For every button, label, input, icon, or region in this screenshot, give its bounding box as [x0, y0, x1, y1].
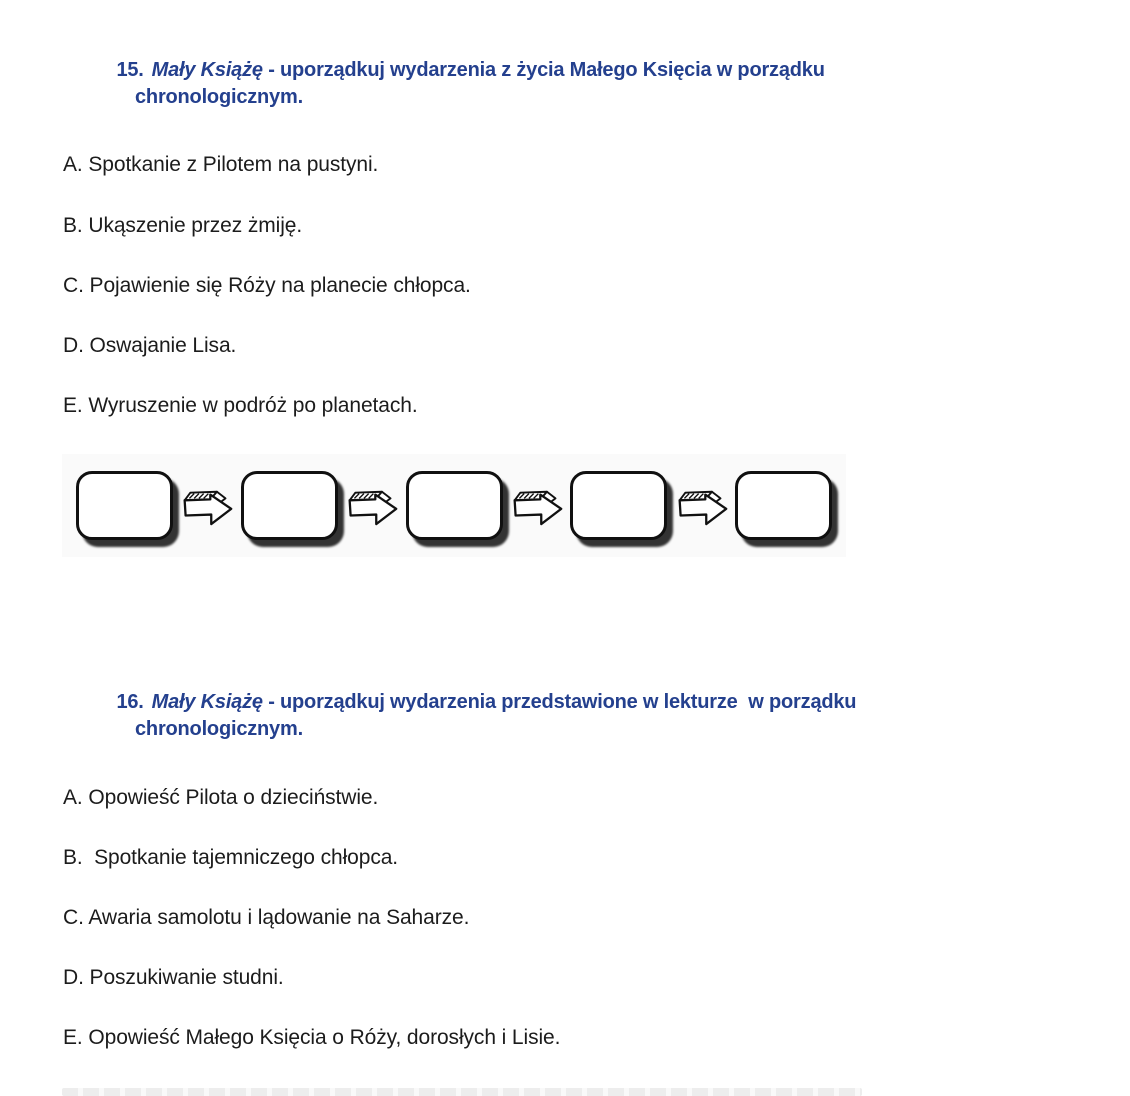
- arrow-right-icon: [673, 483, 730, 529]
- sequence-box-4[interactable]: [570, 471, 667, 540]
- sequence-box-1[interactable]: [76, 471, 173, 540]
- next-sequence-graphic-cropped-edge: [62, 1088, 862, 1096]
- q15-option-d: D. Oswajanie Lisa.: [63, 334, 237, 357]
- question-16-number: 16.: [116, 691, 144, 713]
- q15-option-c: C. Pojawienie się Róży na planecie chłopca.: [63, 274, 471, 297]
- question-15-prompt: - uporządkuj wydarzenia z życia Małego Księcia w porządku: [262, 59, 825, 81]
- arrow-right-icon: [343, 483, 400, 529]
- sequence-box-2[interactable]: [241, 471, 338, 540]
- question-15-book-title: Mały Książę: [151, 59, 263, 81]
- sequence-diagram-q15: [62, 454, 846, 557]
- question-15-number: 15.: [116, 59, 144, 81]
- q16-option-b: B. Spotkanie tajemniczego chłopca.: [63, 846, 399, 869]
- q16-option-c: C. Awaria samolotu i lądowanie na Saharze.: [63, 906, 470, 929]
- question-16-prompt: - uporządkuj wydarzenia przedstawione w lekturze w porządku: [262, 691, 857, 713]
- q15-option-b: B. Ukąszenie przez żmiję.: [63, 214, 303, 237]
- question-15-prompt-line2: chronologicznym.: [135, 86, 303, 108]
- q16-option-a: A. Opowieść Pilota o dzieciństwie.: [63, 786, 379, 809]
- q16-option-d: D. Poszukiwanie studni.: [63, 966, 284, 989]
- sequence-box-5[interactable]: [735, 471, 832, 540]
- question-16-book-title: Mały Książę: [151, 691, 263, 713]
- q15-option-e: E. Wyruszenie w podróż po planetach.: [63, 394, 418, 417]
- arrow-right-icon: [178, 483, 235, 529]
- q15-option-a: A. Spotkanie z Pilotem na pustyni.: [63, 153, 379, 176]
- question-16-prompt-line2: chronologicznym.: [135, 718, 303, 740]
- q16-option-e: E. Opowieść Małego Księcia o Róży, dorosłych i Lisie.: [63, 1026, 561, 1049]
- sequence-box-3[interactable]: [406, 471, 503, 540]
- arrow-right-icon: [508, 483, 565, 529]
